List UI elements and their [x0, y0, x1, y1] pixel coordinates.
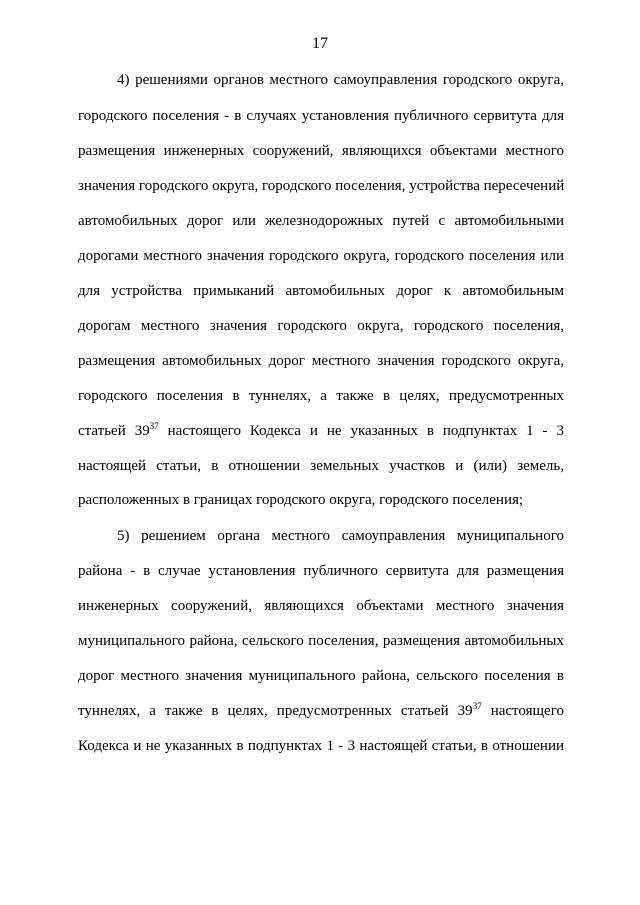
paragraph-4-line-12: настоящей статьи, в отношении земельных участков и (или) земель, — [78, 458, 564, 474]
paragraph-4-line-1: 4) решениями органов местного самоуправления городского округа, — [117, 72, 564, 88]
paragraph-4-line-8: дорогам местного значения городского округа, городского поселения, — [78, 318, 564, 334]
paragraph-4-line-10: городского поселения в туннелях, а также в целях, предусмотренных — [78, 388, 564, 404]
paragraph-5-line-5: дорог местного значения муниципального района, сельского поселения в — [78, 668, 564, 684]
article-superscript: 37 — [149, 421, 159, 431]
paragraph-5-line-6 — [78, 701, 564, 721]
line-text: статьей 39 — [78, 423, 150, 439]
article-superscript: 37 — [472, 701, 482, 711]
paragraph-4-line-6: дорогами местного значения городского округа, городского поселения или — [78, 248, 564, 264]
paragraph-5-line-3: инженерных сооружений, являющихся объектами местного значения — [78, 598, 564, 614]
paragraph-5-line-2: района - в случае установления публичного сервитута для размещения — [78, 563, 564, 579]
paragraph-4-line-3: размещения инженерных сооружений, являющихся объектами местного — [78, 143, 564, 159]
paragraph-5-line-1: 5) решением органа местного самоуправления муниципального — [117, 528, 564, 544]
paragraph-4-line-5: автомобильных дорог или железнодорожных путей с автомобильными — [78, 213, 564, 229]
line-text: настоящего — [481, 703, 564, 719]
paragraph-4-line-4: значения городского округа, городского поселения, устройства пересечений — [78, 178, 565, 194]
paragraph-4-line-7: для устройства примыканий автомобильных дорог к автомобильным — [78, 283, 564, 299]
paragraph-5-line-4: муниципального района, сельского поселения, размещения автомобильных — [78, 633, 564, 649]
paragraph-4-line-2: городского поселения - в случаях установления публичного сервитута для — [78, 108, 564, 124]
page-number: 17 — [312, 35, 328, 52]
line-text: туннелях, а также в целях, предусмотренных статьей 39 — [78, 703, 473, 719]
paragraph-4-line-11 — [78, 421, 564, 441]
paragraph-4-line-9: размещения автомобильных дорог местного значения городского округа, — [78, 353, 564, 369]
line-text: настоящего Кодекса и не указанных в подпунктах 1 - 3 — [158, 423, 564, 439]
paragraph-4-line-13: расположенных в границах городского округа, городского поселения; — [78, 492, 524, 508]
paragraph-5-line-7: Кодекса и не указанных в подпунктах 1 - 3 настоящей статьи, в отношении — [78, 738, 564, 754]
